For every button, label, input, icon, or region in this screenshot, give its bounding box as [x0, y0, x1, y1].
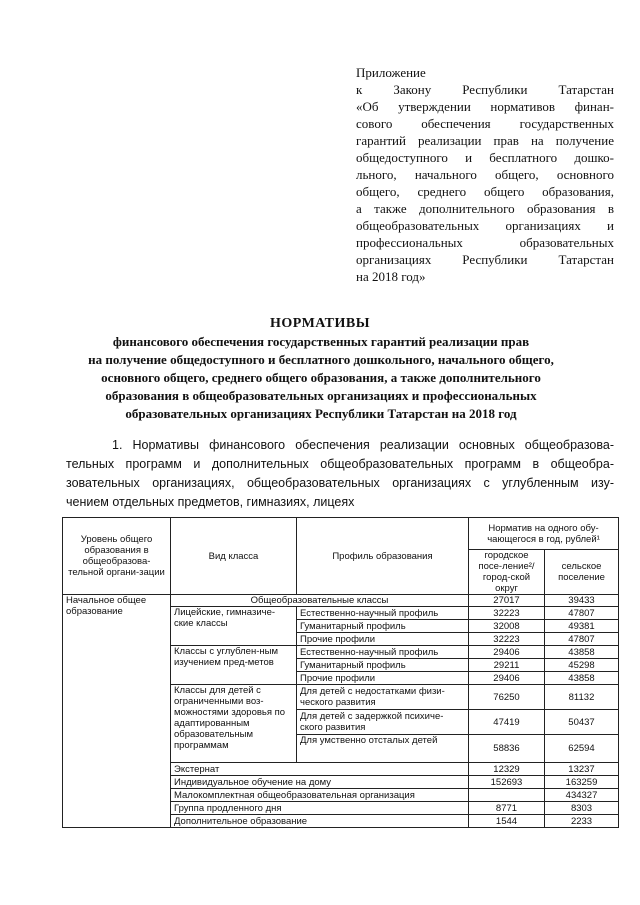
paragraph-line: 1. Нормативы финансового обеспечения реализации основных общеобразова-	[112, 438, 614, 452]
profile-cell: Прочие профили	[297, 672, 469, 685]
appendix-line: гарантий реализации прав на получение	[356, 133, 614, 148]
subtitle-line: образования в общеобразовательных организациях и профессиональных	[105, 388, 537, 403]
bottom-row-label: Экстернат	[171, 763, 469, 776]
value-rural: 43858	[545, 646, 619, 659]
value-rural: 47807	[545, 633, 619, 646]
appendix-line: организациях Республики Татарстан	[356, 252, 614, 267]
value-urban: 32223	[469, 607, 545, 620]
subtitle-line: финансового обеспечения государственных гарантий реализации прав	[112, 334, 530, 349]
appendix-line: общедоступного и бесплатного дошко-	[356, 150, 614, 165]
value-urban: 27017	[469, 595, 545, 607]
appendix-block	[356, 64, 614, 285]
value-urban: 8771	[469, 802, 545, 815]
profile-cell: Естественно-научный профиль	[297, 646, 469, 659]
header-level: Уровень общего образования в общеобразова-тельной органи-зации	[63, 518, 171, 595]
appendix-line: общеобразовательных организациях и	[356, 218, 614, 233]
value-rural: 8303	[545, 802, 619, 815]
value-urban: 152693	[469, 776, 545, 789]
value-urban: 47419	[469, 710, 545, 735]
document-subtitle	[66, 333, 576, 423]
value-rural: 47807	[545, 607, 619, 620]
value-urban: 32008	[469, 620, 545, 633]
paragraph-line: чением отдельных предметов, гимназиях, лицеях	[66, 495, 355, 509]
value-urban: 29406	[469, 672, 545, 685]
value-rural: 434327	[545, 789, 619, 802]
profile-cell: Для детей с задержкой психиче-ского развития	[297, 710, 469, 735]
level-cell: Начальное общее образование	[63, 595, 171, 828]
value-rural: 43858	[545, 672, 619, 685]
value-rural: 13237	[545, 763, 619, 776]
header-urban: городское посе-ление²/ город-ской округ	[469, 550, 545, 595]
value-urban	[469, 789, 545, 802]
appendix-line: «Об утверждении нормативов финан-	[356, 99, 614, 114]
value-rural: 45298	[545, 659, 619, 672]
subtitle-line: основного общего, среднего общего образования, а также дополнительного	[101, 370, 541, 385]
value-rural: 50437	[545, 710, 619, 735]
appendix-line: профессиональных образовательных	[356, 235, 614, 250]
value-rural: 81132	[545, 685, 619, 710]
header-profile: Профиль образования	[297, 518, 469, 595]
value-rural: 39433	[545, 595, 619, 607]
appendix-line: на 2018 год»	[356, 269, 426, 284]
bottom-row-label: Дополнительное образование	[171, 815, 469, 828]
advanced-label: Классы с углублен-ным изучением пред-метов	[171, 646, 297, 685]
lyceum-label: Лицейские, гимназиче-ские классы	[171, 607, 297, 646]
appendix-line: к Закону Республики Татарстан	[356, 82, 614, 97]
profile-cell: Для умственно отсталых детей	[297, 735, 469, 763]
special-label: Классы для детей с ограниченными воз-можностями здоровья по адаптированным образовательным программам	[171, 685, 297, 763]
document-title: НОРМАТИВЫ	[270, 316, 370, 331]
appendix-line: Приложение	[356, 65, 426, 80]
norms-table	[62, 517, 619, 828]
bottom-row-label: Группа продленного дня	[171, 802, 469, 815]
value-urban: 29406	[469, 646, 545, 659]
paragraph-line: тельных программ и дополнительных общеобразовательных программ в общеобра-	[66, 457, 614, 471]
bottom-row-label: Индивидуальное обучение на дому	[171, 776, 469, 789]
paragraph-line: зовательных организациях, общеобразовательных организациях с углубленным изу-	[66, 476, 614, 490]
subtitle-line: образовательных организациях Республики Татарстан на 2018 год	[125, 406, 517, 421]
profile-cell: Гуманитарный профиль	[297, 659, 469, 672]
appendix-line: сового обеспечения государственных	[356, 116, 614, 131]
profile-cell: Естественно-научный профиль	[297, 607, 469, 620]
appendix-line: общего, среднего общего образования,	[356, 184, 614, 199]
bottom-row-label: Малокомплектная общеобразовательная организация	[171, 789, 469, 802]
value-rural: 2233	[545, 815, 619, 828]
value-urban: 12329	[469, 763, 545, 776]
header-norm: Норматив на одного обу-чающегося в год, рублей¹	[469, 518, 619, 550]
value-urban: 76250	[469, 685, 545, 710]
header-rural: сельское поселение	[545, 550, 619, 595]
profile-cell: Для детей с недостатками физи-ческого развития	[297, 685, 469, 710]
profile-cell: Гуманитарный профиль	[297, 620, 469, 633]
value-rural: 49381	[545, 620, 619, 633]
value-rural: 163259	[545, 776, 619, 789]
value-urban: 32223	[469, 633, 545, 646]
value-urban: 58836	[469, 735, 545, 763]
general-classes-label: Общеобразовательные классы	[171, 595, 469, 607]
appendix-line: а также дополнительного образования в	[356, 201, 614, 216]
profile-cell: Прочие профили	[297, 633, 469, 646]
header-class-type: Вид класса	[171, 518, 297, 595]
subtitle-line: на получение общедоступного и бесплатного дошкольного, начального общего,	[88, 352, 554, 367]
appendix-line: льного, начального общего, основного	[356, 167, 614, 182]
intro-paragraph	[66, 436, 614, 512]
value-rural: 62594	[545, 735, 619, 763]
value-urban: 1544	[469, 815, 545, 828]
value-urban: 29211	[469, 659, 545, 672]
